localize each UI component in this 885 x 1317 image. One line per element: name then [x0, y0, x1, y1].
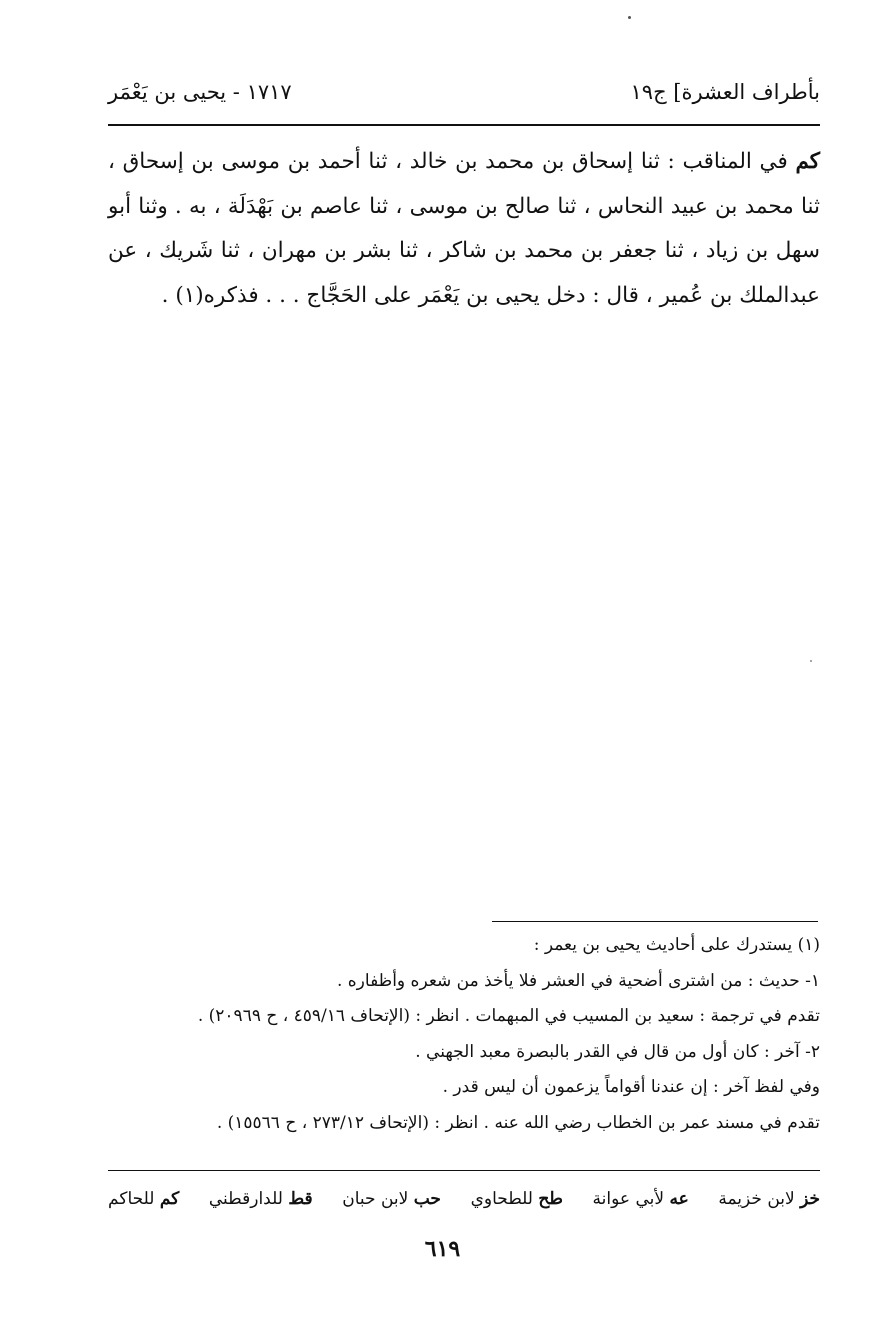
abbreviation-item	[209, 1189, 313, 1209]
footnote-line: (١) يستدرك على أحاديث يحيى بن يعمر :	[533, 935, 820, 955]
abbreviation-code: كم	[159, 1189, 180, 1209]
abbreviation-code: قط	[288, 1189, 313, 1209]
abbreviation-name: للدارقطني	[208, 1189, 283, 1209]
abbreviations-key	[108, 1182, 820, 1216]
footnote-rule	[492, 921, 818, 922]
main-paragraph	[108, 140, 820, 318]
footnote-line: وفي لفظ آخر : إن عندنا أقواماً يزعمون أن ليس قدر .	[442, 1077, 820, 1097]
header-entry-title: ١٧١٧ - يحيى بن يَعْمَر	[108, 80, 292, 104]
abbreviation-name: لابن حبان	[342, 1189, 409, 1209]
abbreviation-item	[108, 1189, 179, 1209]
source-code: كم	[795, 149, 820, 174]
abbreviation-item	[593, 1189, 689, 1209]
abbreviation-item	[342, 1189, 441, 1209]
abbreviation-item	[471, 1189, 563, 1209]
page-number: ٦١٩	[424, 1236, 461, 1262]
print-speck	[810, 660, 812, 662]
abbreviation-code: حب	[413, 1189, 441, 1209]
abbreviation-name: لابن خزيمة	[718, 1189, 795, 1209]
footnote-line: تقدم في ترجمة : سعيد بن المسيب في المبهمات . انظر : (الإتحاف ٤٥٩/١٦ ، ح ٢٠٩٦٩) .	[197, 1006, 820, 1026]
footnote-line: تقدم في مسند عمر بن الخطاب رضي الله عنه . انظر : (الإتحاف ٢٧٣/١٢ ، ح ١٥٥٦٦) .	[216, 1112, 820, 1133]
print-speck	[628, 16, 631, 19]
header-rule	[108, 124, 820, 126]
main-text-block	[108, 140, 820, 318]
abbreviations-rule	[108, 1170, 820, 1171]
abbreviation-name: للحاكم	[108, 1189, 155, 1209]
abbreviation-code: خز	[800, 1189, 820, 1209]
abbreviation-code: عه	[669, 1189, 689, 1209]
abbreviation-code: طح	[538, 1189, 563, 1209]
main-paragraph-text: في المناقب : ثنا إسحاق بن محمد بن خالد ، ثنا أحمد بن موسى بن إسحاق ، ثنا محمد بن عبيد النحاس ، ثنا صالح بن موسى ، ثنا عاصم بن بَهْدَلَة ، به . وثنا أبو سهل بن زياد ، ثنا جعفر بن محمد بن شاكر ، ثنا بشر بن مهران ، ثنا شَريك ، عن عبدالملك بن عُمير ، قال : دخل يحيى بن يَعْمَر على الحَجَّاج . . . فذكره(١) .	[108, 149, 820, 308]
footnote-line: ٢- آخر : كان أول من قال في القدر بالبصرة معبد الجهني .	[415, 1041, 820, 1062]
abbreviation-item	[718, 1189, 820, 1209]
running-header	[108, 72, 820, 112]
footnotes-block	[108, 928, 820, 1141]
abbreviation-name: للطحاوي	[470, 1189, 533, 1209]
abbreviation-name: لأبي عوانة	[592, 1189, 665, 1209]
header-book-title: بأطراف العشرة] ج١٩	[630, 80, 820, 104]
footnote-line: ١- حديث : من اشترى أضحية في العشر فلا يأخذ من شعره وأظفاره .	[336, 970, 820, 991]
